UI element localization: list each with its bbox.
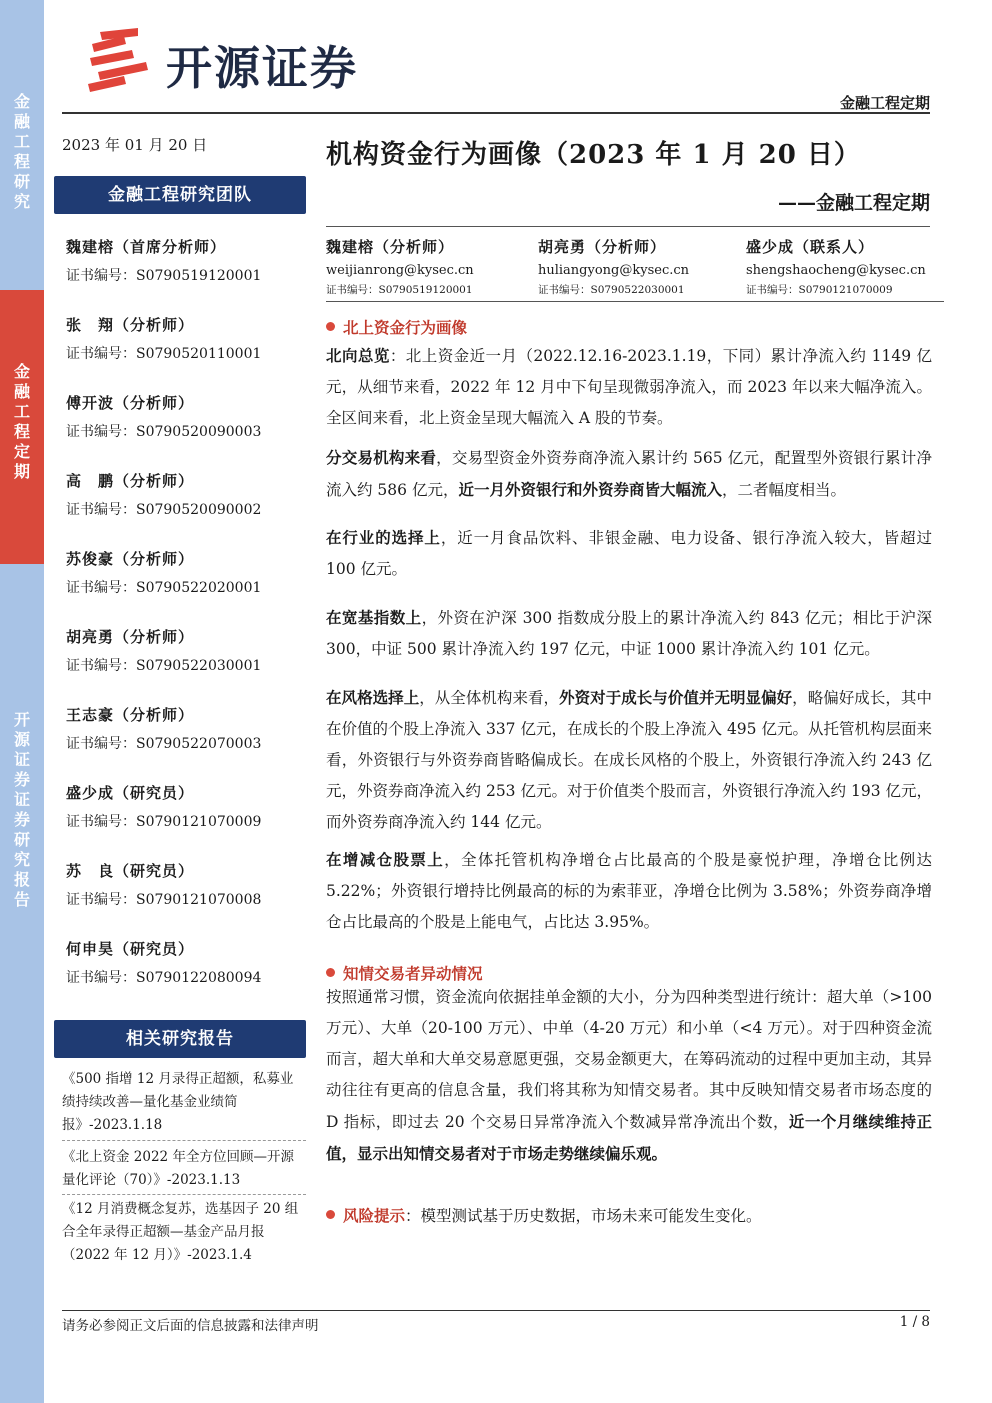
related-report-link[interactable]: 《北上资金 2022 年全方位回顾—开源量化评论（70）》-2023.1.13 xyxy=(62,1149,294,1188)
team-member xyxy=(66,626,261,675)
report-date: 2023 年 01 月 20 日 xyxy=(62,136,208,154)
team-member-cert: 证书编号：S0790121070009 xyxy=(66,814,262,830)
team-member-cert: 证书编号：S0790522070003 xyxy=(66,736,262,752)
team-member xyxy=(66,548,261,597)
report-divider xyxy=(62,1140,306,1141)
header-divider xyxy=(62,112,930,114)
team-member-name: 张 翔（分析师） xyxy=(66,316,195,334)
report-title: 机构资金行为画像（2023 年 1 月 20 日） xyxy=(326,140,861,170)
footer-divider xyxy=(62,1310,930,1311)
team-member-name: 王志豪（分析师） xyxy=(66,706,195,724)
team-member xyxy=(66,314,261,363)
team-member-cert: 证书编号：S0790122080094 xyxy=(66,970,262,986)
brand-name: 开源证券 xyxy=(166,41,358,95)
title-divider xyxy=(326,226,930,227)
author-email[interactable]: weijianrong@kysec.cn xyxy=(326,263,474,278)
author-cert: 证书编号：S0790522030001 xyxy=(538,284,685,296)
author-name: 魏建榕（分析师） xyxy=(326,238,455,256)
team-banner: 金融工程研究团队 xyxy=(54,176,306,214)
team-member-name: 何申昊（研究员） xyxy=(66,940,195,958)
paragraph-industry: 在行业的选择上，近一月食品饮料、非银金融、电力设备、银行净流入较大，皆超过 100 亿元。 xyxy=(326,528,932,578)
team-member-cert: 证书编号：S0790520110001 xyxy=(66,346,262,362)
side-bar xyxy=(0,0,44,1403)
paragraph-northbound: 北向总览：北上资金近一月（2022.12.16-2023.1.19，下同）累计净流入约 1149 亿元，从细节来看，2022 年 12 月中下旬呈现微弱净流入，而 2023 年以来大幅净流入。全区间来看，北上资金呈现大幅流入 A 股的节奏。 xyxy=(326,346,932,427)
team-member xyxy=(66,782,261,831)
team-member-name: 傅开波（分析师） xyxy=(66,394,195,412)
paragraph-style: 在风格选择上，从全体机构来看，外资对于成长与价值并无明显偏好，略偏好成长，其中在价值的个股上净流入 337 亿元，在成长的个股上净流入 495 亿元。从托管机构层面来看，外资银行与外资券商皆略偏成长。在成长风格的个股上，外资银行净流入约 243 亿元，外资券商净流入约 253 亿元。对于价值类个股而言，外资银行净流入约 193 亿元，而外资券商净流入约 144 亿元。 xyxy=(326,688,932,831)
logo-mark-icon xyxy=(86,28,156,92)
author-cert: 证书编号：S0790121070009 xyxy=(746,284,893,296)
team-member-cert: 证书编号：S0790522020001 xyxy=(66,580,262,596)
team-member-name: 苏 良（研究员） xyxy=(66,862,195,880)
author-email[interactable]: huliangyong@kysec.cn xyxy=(538,263,690,278)
team-member xyxy=(66,470,261,519)
paragraph-informed-traders: 按照通常习惯，资金流向依据挂单金额的大小，分为四种类型进行统计：超大单（>100 万元）、大单（20-100 万元）、中单（4-20 万元）和小单（<4 万元）。对于四种资金流而言，超大单和大单交易意愿更强，交易金额更大，在筹码流动的过程中更加主动，其异动往往有更高的信息含量，我们将其称为知情交易者。其中反映知情交易者市场态度的 D 指标，即过去 20 个交易日异常净流入个数减异常净流出个数，近一个月继续维持正值，显示出知情交易者对于市场走势继续偏乐观。 xyxy=(326,988,932,1163)
header-category: 金融工程定期 xyxy=(839,94,930,112)
team-member-cert: 证书编号：S0790520090002 xyxy=(66,502,262,518)
footer-disclaimer: 请务必参阅正文后面的信息披露和法律声明 xyxy=(62,1318,319,1334)
paragraph-by-institution: 分交易机构来看，交易型资金外资券商净流入累计约 565 亿元，配置型外资银行累计净流入约 586 亿元，近一月外资银行和外资券商皆大幅流入，二者幅度相当。 xyxy=(326,448,932,499)
bullet-icon xyxy=(326,968,335,977)
side-label-middle: 金融工程定期 xyxy=(13,362,30,481)
related-report-link[interactable]: 《12 月消费概念复苏，选基因子 20 组合全年录得正超额—基金产品月报（2022 年 12 月）》-2023.1.4 xyxy=(62,1201,299,1263)
author xyxy=(538,236,738,297)
team-member xyxy=(66,392,261,441)
team-member xyxy=(66,704,261,753)
team-member xyxy=(66,938,261,987)
author-divider xyxy=(326,301,944,302)
brand-logo xyxy=(86,28,386,95)
team-member xyxy=(66,860,261,909)
team-member-name: 胡亮勇（分析师） xyxy=(66,628,195,646)
team-member-cert: 证书编号：S0790121070008 xyxy=(66,892,262,908)
team-member-name: 盛少成（研究员） xyxy=(66,784,195,802)
team-member-cert: 证书编号：S0790519120001 xyxy=(66,268,262,284)
section-heading: 北上资金行为画像 xyxy=(326,316,467,338)
team-member xyxy=(66,236,261,285)
side-label-bottom: 开源证券 证券研究报告 xyxy=(13,710,30,909)
team-member-cert: 证书编号：S0790520090003 xyxy=(66,424,262,440)
report-subtitle: ——金融工程定期 xyxy=(777,192,930,214)
team-member-name: 魏建榕（首席分析师） xyxy=(66,238,227,256)
author xyxy=(326,236,526,297)
team-member-name: 高 鹏（分析师） xyxy=(66,472,195,490)
report-divider xyxy=(62,1194,306,1195)
team-member-name: 苏俊豪（分析师） xyxy=(66,550,195,568)
author-cert: 证书编号：S0790519120001 xyxy=(326,284,473,296)
related-reports-banner: 相关研究报告 xyxy=(54,1020,306,1058)
bullet-icon xyxy=(326,1210,335,1219)
paragraph-position-change: 在增减仓股票上，全体托管机构净增仓占比最高的个股是豪悦护理，净增仓比例达 5.22%；外资银行增持比例最高的标的为索菲亚，净增仓比例为 3.58%；外资券商净增仓占比最高的个股是上能电气，占比达 3.95%。 xyxy=(326,850,932,931)
author xyxy=(746,236,946,297)
side-label-top: 金融工程研究 xyxy=(13,92,30,211)
author-name: 胡亮勇（分析师） xyxy=(538,238,667,256)
side-bar-bottom xyxy=(0,564,44,1403)
paragraph-broad-index: 在宽基指数上，外资在沪深 300 指数成分股上的累计净流入约 843 亿元；相比于沪深 300，中证 500 累计净流入约 197 亿元，中证 1000 累计净流入约 101 亿元。 xyxy=(326,608,932,658)
bullet-icon xyxy=(326,322,335,331)
author-email[interactable]: shengshaocheng@kysec.cn xyxy=(746,263,926,278)
risk-warning: 风险提示：模型测试基于历史数据，市场未来可能发生变化。 xyxy=(326,1200,932,1232)
page-number: 1 / 8 xyxy=(899,1314,930,1330)
section-heading: 知情交易者异动情况 xyxy=(326,962,483,984)
related-report-link[interactable]: 《500 指增 12 月录得正超额，私募业绩持续改善—量化基金业绩简报》-2023.1.18 xyxy=(62,1071,294,1133)
author-name: 盛少成（联系人） xyxy=(746,238,875,256)
team-member-cert: 证书编号：S0790522030001 xyxy=(66,658,262,674)
